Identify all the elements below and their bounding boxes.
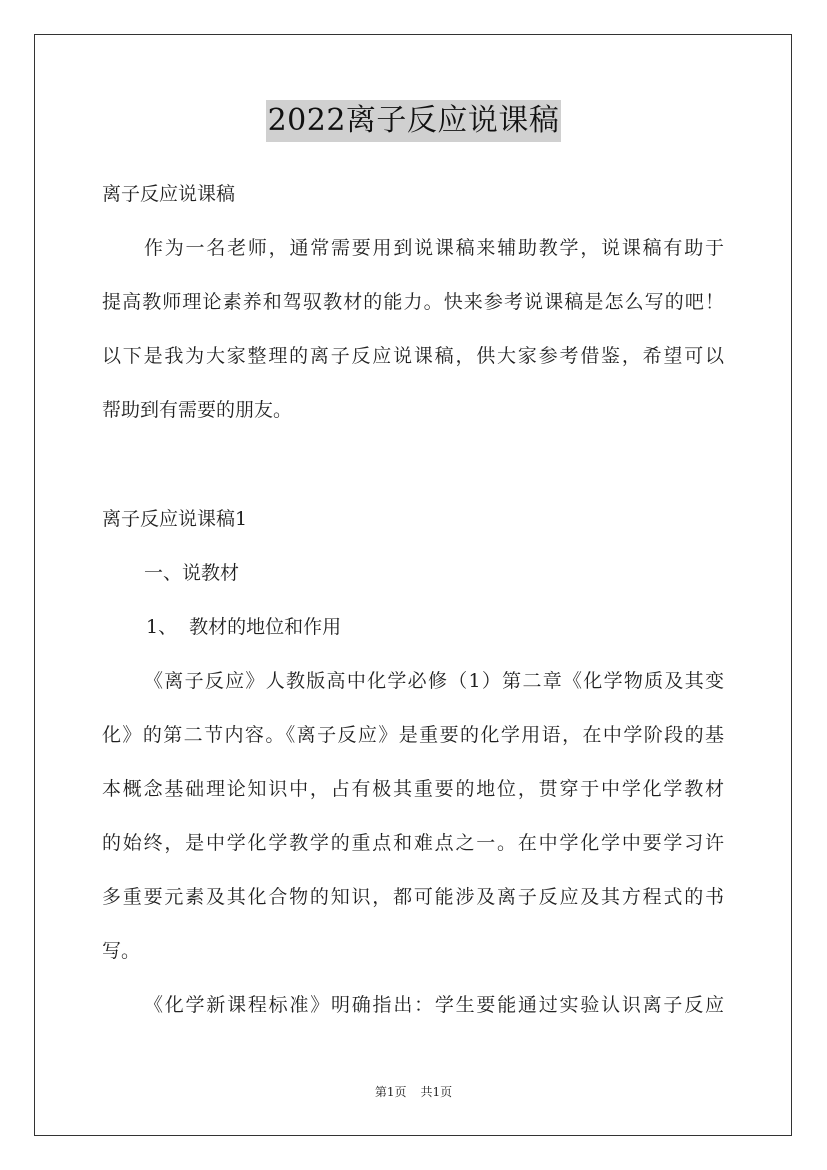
intro-line-1: 作为一名老师，通常需要用到说课稿来辅助教学，说课稿有助于 <box>144 237 724 259</box>
document-subtitle: 离子反应说课稿 <box>102 183 236 205</box>
page-footer <box>0 1084 827 1100</box>
page-number: 第1页 <box>374 1085 407 1099</box>
part-heading: 一、说教材 <box>144 562 240 584</box>
item-heading: 1、 教材的地位和作用 <box>146 616 342 638</box>
paragraph1-line-6: 写。 <box>102 940 141 962</box>
intro-line-4: 帮助到有需要的朋友。 <box>102 399 293 421</box>
intro-line-2: 提高教师理论素养和驾驭教材的能力。快来参考说课稿是怎么写的吧！ <box>102 291 724 313</box>
page-total: 共1页 <box>420 1085 453 1099</box>
paragraph1-line-4: 的始终，是中学化学教学的重点和难点之一。在中学化学中要学习许 <box>102 832 724 854</box>
section-heading: 离子反应说课稿1 <box>102 508 248 530</box>
intro-line-3: 以下是我为大家整理的离子反应说课稿，供大家参考借鉴，希望可以 <box>102 345 724 367</box>
title-container <box>0 100 827 142</box>
paragraph1-line-5: 多重要元素及其化合物的知识，都可能涉及离子反应及其方程式的书 <box>102 886 724 908</box>
paragraph1-line-2: 化》的第二节内容。《离子反应》是重要的化学用语，在中学阶段的基 <box>102 724 724 746</box>
paragraph1-line-3: 本概念基础理论知识中，占有极其重要的地位，贯穿于中学化学教材 <box>102 778 724 800</box>
document-title: 2022离子反应说课稿 <box>266 100 562 142</box>
paragraph1-line-1: 《离子反应》人教版高中化学必修（1）第二章《化学物质及其变 <box>144 670 724 692</box>
paragraph2-line-1: 《化学新课程标准》明确指出：学生要能通过实验认识离子反应 <box>144 994 724 1016</box>
